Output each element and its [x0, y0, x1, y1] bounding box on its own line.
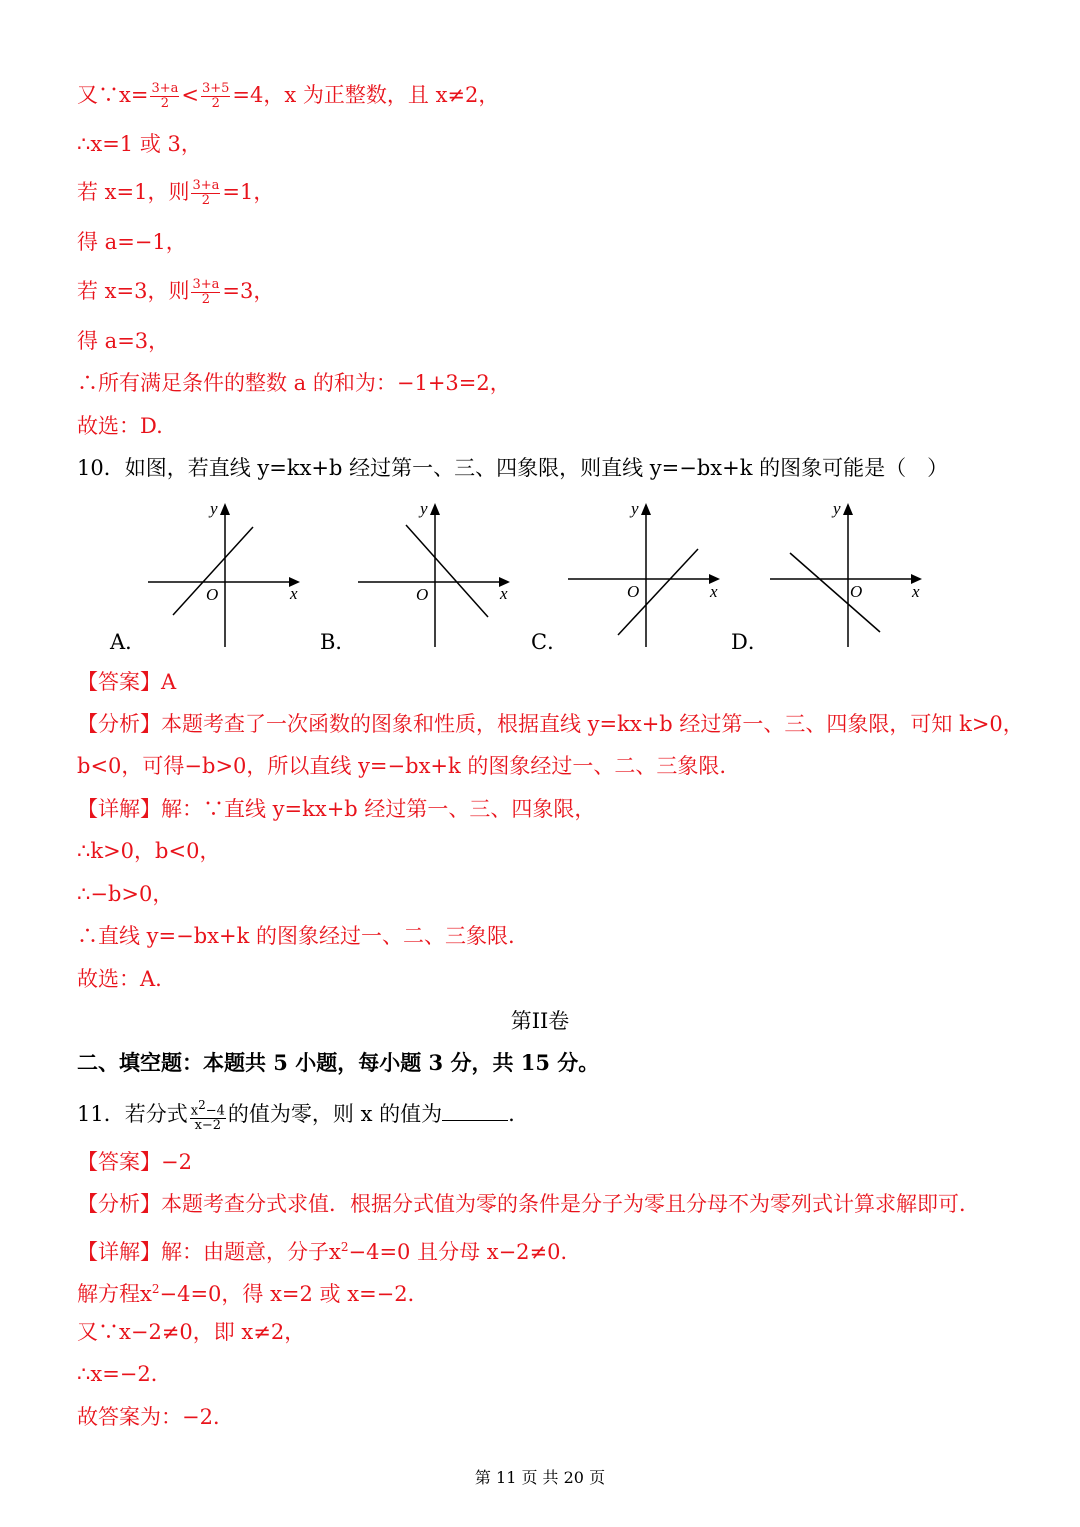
text: < [181, 83, 199, 107]
option-c-label: C． [531, 630, 569, 654]
axis-y-label: y [833, 499, 841, 518]
text: 若 x=3，则 [77, 279, 190, 303]
graph-option-a [140, 497, 310, 649]
superscript: 2 [340, 1240, 349, 1254]
solution-line-6: 得 a=3， [77, 329, 170, 353]
axis-x-label: x [710, 582, 718, 601]
q11-analysis: 【分析】本题考查分式求值．根据分式值为零的条件是分子为零且分母不为零列式计算求解即可． [77, 1192, 980, 1216]
fraction-denominator: 2 [160, 96, 170, 111]
text: −4 [205, 1103, 225, 1119]
option-d-label: D． [731, 630, 769, 654]
text: =4，x 为正整数，且 x≠2， [232, 83, 500, 107]
fraction-denominator: 2 [201, 292, 211, 307]
graph-option-c [560, 497, 730, 649]
text: 又∵x= [77, 83, 149, 107]
section-heading: 二、填空题：本题共 5 小题，每小题 3 分，共 15 分。 [77, 1050, 600, 1075]
origin-label: O [206, 585, 219, 604]
q11-detail-line-5: 故答案为：−2． [77, 1405, 234, 1429]
origin-label: O [627, 582, 640, 601]
q10-detail-line-1: 【详解】解：∵直线 y=kx+b 经过第一、三、四象限， [77, 797, 596, 821]
q10-detail-line-3: ∴−b>0， [77, 882, 174, 906]
axis-y-label: y [420, 499, 428, 518]
fraction-numerator: 3+a [192, 178, 220, 193]
origin-label: O [850, 582, 863, 601]
q11-detail-line-4: ∴x=−2． [77, 1362, 172, 1386]
superscript: 2 [198, 1098, 206, 1112]
axis-y-label: y [210, 499, 218, 518]
q10-answer: 【答案】A [77, 670, 177, 694]
fraction-denominator: 2 [211, 96, 220, 111]
graph-option-d [762, 497, 932, 649]
superscript: 2 [151, 1282, 160, 1296]
q10-detail-line-4: ∴直线 y=−bx+k 的图象经过一、二、三象限. [77, 924, 515, 948]
q11-detail-line-1 [77, 1232, 582, 1267]
text: . [508, 1102, 515, 1127]
text: −4=0，得 x=2 或 x=−2． [159, 1282, 429, 1306]
fraction-numerator [190, 1098, 226, 1119]
text: −4=0 且分母 x−2≠0． [348, 1240, 582, 1264]
q10-analysis-line-1: 【分析】本题考查了一次函数的图象和性质，根据直线 y=kx+b 经过第一、三、四象限，可知 k>0， [77, 712, 1024, 736]
fraction [191, 278, 220, 307]
q11-detail-line-2 [77, 1274, 429, 1309]
fraction [191, 179, 220, 208]
text: 的值为零，则 x 的值为 [227, 1102, 443, 1127]
text: x [190, 1103, 199, 1119]
solution-line-5 [77, 276, 274, 307]
fraction-numerator: 3+a [151, 81, 179, 96]
solution-line-1 [77, 80, 499, 111]
q11-detail-line-3: 又∵x−2≠0，即 x≠2， [77, 1320, 306, 1344]
option-b-label: B． [320, 630, 357, 654]
text: 若 x=1，则 [77, 180, 190, 204]
fraction [201, 82, 230, 111]
text: 解方程x [77, 1282, 152, 1306]
axis-x-label: x [500, 584, 508, 603]
text: =1， [222, 180, 275, 204]
q10-analysis-line-2: b<0，可得−b>0，所以直线 y=−bx+k 的图象经过一、二、三象限. [77, 754, 727, 778]
solution-line-4: 得 a=−1， [77, 230, 187, 254]
axis-x-label: x [290, 584, 298, 603]
section-title: 第II卷 [510, 1009, 570, 1033]
axis-y-label: y [631, 499, 639, 518]
solution-line-7: ∴所有满足条件的整数 a 的和为：−1+3=2， [77, 371, 511, 395]
question-11 [77, 1098, 515, 1133]
text: =3， [222, 279, 275, 303]
origin-label: O [416, 585, 429, 604]
text: 11．若分式 [77, 1102, 188, 1127]
solution-line-2: ∴x=1 或 3， [77, 132, 202, 156]
q10-detail-line-2: ∴k>0，b<0， [77, 839, 221, 863]
solution-line-3 [77, 177, 274, 208]
q10-detail-line-5: 故选：A. [77, 967, 162, 991]
fraction [150, 82, 179, 111]
answer-blank[interactable] [442, 1100, 508, 1121]
fraction-numerator: 3+5 [201, 81, 230, 96]
question-10: 10．如图，若直线 y=kx+b 经过第一、三、四象限，则直线 y=−bx+k 的图象可能是（ ） [77, 456, 949, 480]
fraction-denominator: 2 [201, 193, 211, 208]
page-footer: 第 11 页 共 20 页 [474, 1468, 606, 1487]
fraction-numerator: 3+a [192, 277, 220, 292]
fraction-denominator: x−2 [194, 1118, 222, 1134]
text: 【详解】解：由题意，分子x [77, 1240, 341, 1264]
graph-option-b [350, 497, 520, 649]
q11-answer: 【答案】−2 [77, 1150, 192, 1174]
solution-line-8: 故选：D. [77, 414, 163, 438]
option-a-label: A． [110, 630, 147, 654]
axis-x-label: x [912, 582, 920, 601]
fraction [190, 1098, 226, 1133]
